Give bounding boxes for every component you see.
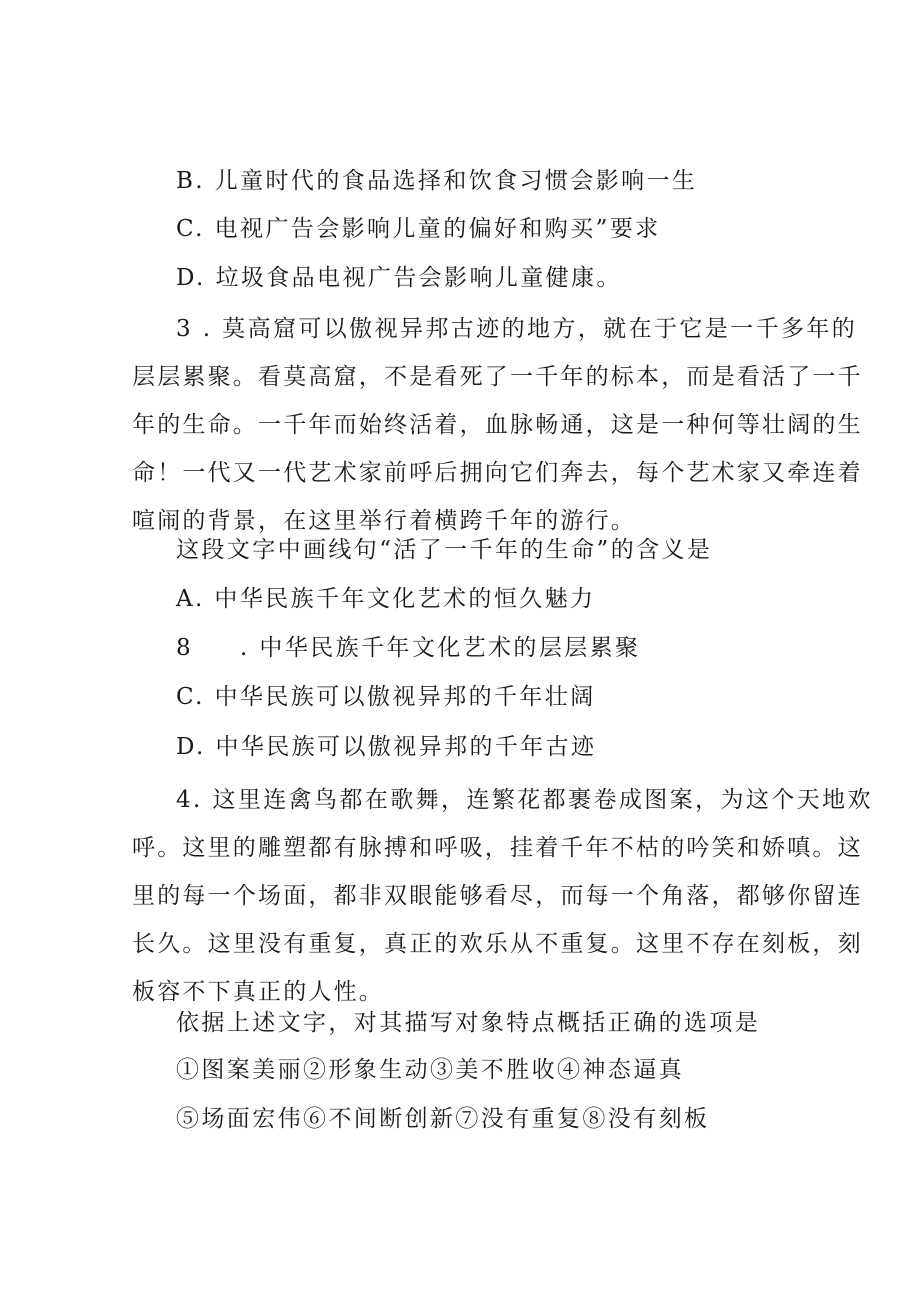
- q2-option-d: D. 垃圾食品电视广告会影响儿童健康。: [176, 265, 622, 291]
- q2-option-b: B. 儿童时代的食品选择和饮食习惯会影响一生: [176, 168, 698, 194]
- q3-passage-line-2: 层层累聚。看莫高窟，不是看死了一千年的标本，而是看活了一千: [132, 364, 863, 390]
- q4-choices-line-1: ①图案美丽②形象生动③美不胜收④神态逼真: [176, 1057, 684, 1083]
- q3-option-b-number: 8: [176, 635, 194, 661]
- q3-option-d: D. 中华民族可以傲视异邦的千年古迹: [176, 734, 597, 760]
- q3-passage-line-1: 3 . 莫高窟可以傲视异邦古迹的地方，就在于它是一千多年的: [176, 316, 858, 342]
- q4-passage-line-5: 板容不下真正的人性。: [132, 979, 384, 1005]
- q3-passage-line-3: 年的生命。一千年而始终活着，血脉畅通，这是一种何等壮阔的生: [132, 412, 863, 438]
- q2-option-c: C. 电视广告会影响儿童的偏好和购买”要求: [176, 216, 661, 242]
- q3-option-c: C. 中华民族可以傲视异邦的千年壮阔: [176, 684, 596, 710]
- q3-passage-line-4: 命！一代又一代艺术家前呼后拥向它们奔去，每个艺术家又牵连着: [132, 460, 863, 486]
- q3-question: 这段文字中画线句“活了一千年的生命”的含义是: [176, 537, 713, 563]
- q4-passage-line-3: 里的每一个场面，都非双眼能够看尽，而每一个角落，都够你留连: [132, 883, 863, 909]
- q3-option-a: A. 中华民族千年文化艺术的恒久魅力: [176, 586, 596, 612]
- q4-passage-line-4: 长久。这里没有重复，真正的欢乐从不重复。这里不存在刻板，刻: [132, 931, 863, 957]
- q3-option-b: . 中华民族千年文化艺术的层层累聚: [240, 635, 641, 661]
- q4-passage-line-1: 4. 这里连禽鸟都在歌舞，连繁花都裹卷成图案，为这个天地欢: [176, 787, 873, 813]
- q4-passage-line-2: 呼。这里的雕塑都有脉搏和呼吸，挂着千年不枯的吟笑和娇嗔。这: [132, 835, 863, 861]
- q4-choices-line-2: ⑤场面宏伟⑥不间断创新⑦没有重复⑧没有刻板: [176, 1106, 710, 1132]
- q3-passage-line-5: 喧闹的背景，在这里举行着横跨千年的游行。: [132, 508, 636, 534]
- q4-question: 依据上述文字，对其描写对象特点概括正确的选项是: [176, 1010, 761, 1036]
